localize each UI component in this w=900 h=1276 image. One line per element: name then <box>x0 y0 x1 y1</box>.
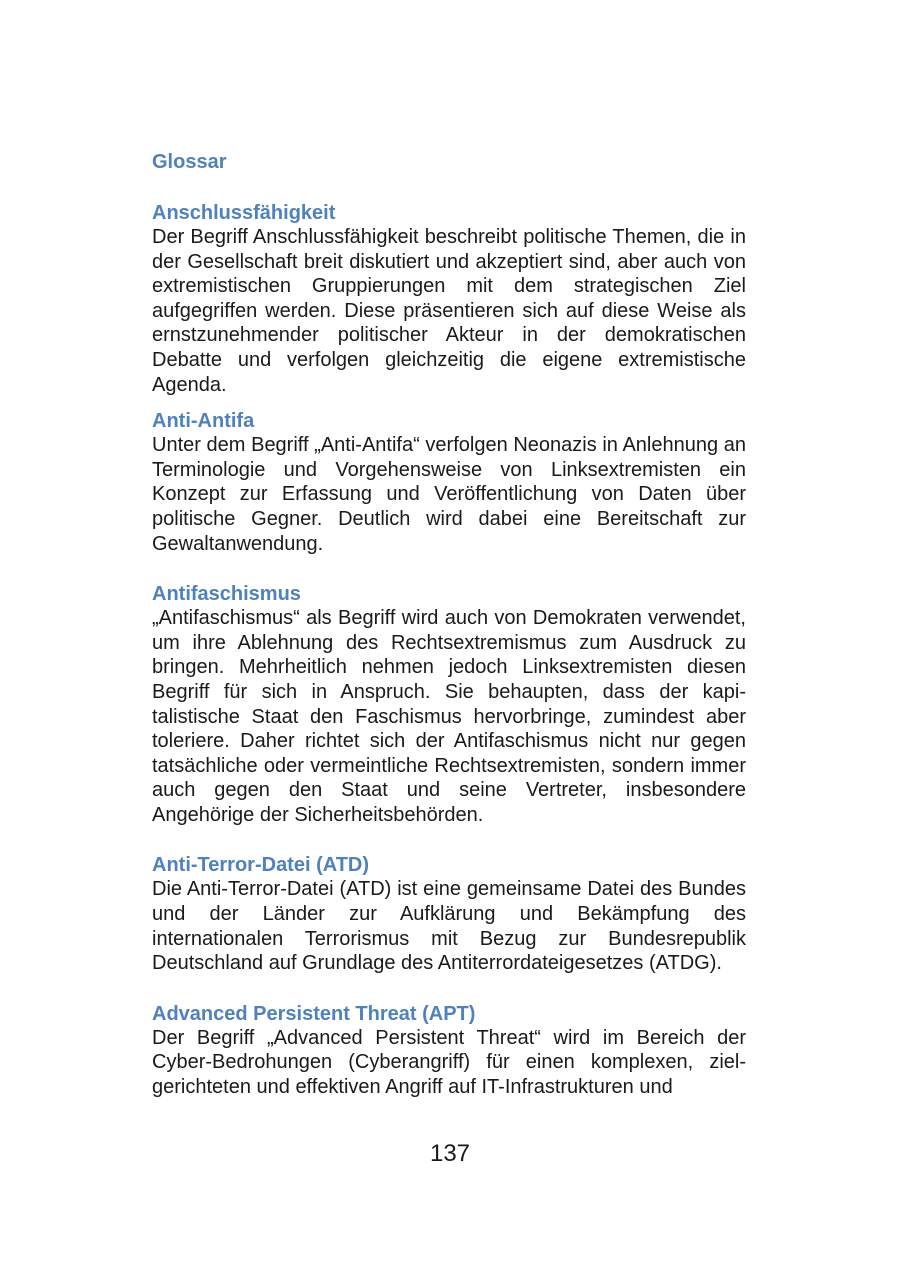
entry-term: Advanced Persistent Threat (APT) <box>152 1002 476 1025</box>
entry-term: Anschlussfähigkeit <box>152 202 336 224</box>
entry-definition: Der Begriff „Advanced Persistent Threat“ wird im Bereich der Cyber-Bedrohungen (Cyberangriff) für einen komplexen, zielgerichteten und effektiven Angriff auf IT-Infrastrukturen und <box>152 1026 746 1099</box>
page-title: Glossar <box>152 151 227 173</box>
entry-definition: Unter dem Begriff „Anti-Antifa“ verfolgen Neonazis in Anlehnung an Terminologie und Vorgehensweise von Linksextremisten ein Konzept zur Erfassung und Veröffentlichung von Daten über politische Gegner. Deutlich wird dabei eine Bereitschaft zur Gewaltanwendung. <box>152 434 746 555</box>
page-number: 137 <box>429 1140 471 1167</box>
glossary-entry-anti-antifa <box>152 409 746 556</box>
entry-definition: „Antifaschismus“ als Begriff wird auch von Demokraten verwendet, um ihre Ablehnung des Rechtsextremismus zum Ausdruck zu bringen. Mehrheitlich nehmen jedoch Linksextremisten diesen Begriff für sich in Anspruch. Sie behaupten, dass der kapitalistische Staat den Faschismus hervorbringe, zumindest aber toleriere. Daher richtet sich der Antifaschismus nicht nur gegen tatsächliche oder vermeintliche Rechtsextremisten, sondern immer auch gegen den Staat und seine Vertreter, insbesondere Angehörige der Sicherheitsbehörden. <box>152 607 746 826</box>
entry-definition: Die Anti-Terror-Datei (ATD) ist eine gemeinsame Datei des Bundes und der Länder zur Aufklärung und Bekämpfung des internationalen Terrorismus mit Bezug zur Bundesrepublik Deutschland auf Grundlage des Antiterrordateigesetzes (ATDG). <box>152 878 746 975</box>
glossary-entry-antifaschismus <box>152 582 746 827</box>
glossary-page <box>152 150 746 1112</box>
glossary-entry-anschlussfaehigkeit <box>152 201 746 397</box>
entry-term: Anti-Terror-Datei (ATD) <box>152 854 370 877</box>
entry-term: Anti-Antifa <box>152 410 255 433</box>
entry-term: Antifaschismus <box>152 583 301 606</box>
entry-definition: Der Begriff Anschlussfähigkeit beschreibt politische Themen, die in der Gesellschaft breit diskutiert und akzeptiert sind, aber auch von extremistischen Gruppierungen mit dem strategischen Ziel aufgegriffen werden. Diese präsentieren sich auf diese Weise als ernstzunehmender politischer Akteur in der demokratischen Debatte und verfolgen gleichzeitig die eigene extremistische Agenda. <box>152 226 746 396</box>
glossary-entry-apt <box>152 1002 746 1100</box>
glossary-entry-anti-terror-datei <box>152 853 746 975</box>
